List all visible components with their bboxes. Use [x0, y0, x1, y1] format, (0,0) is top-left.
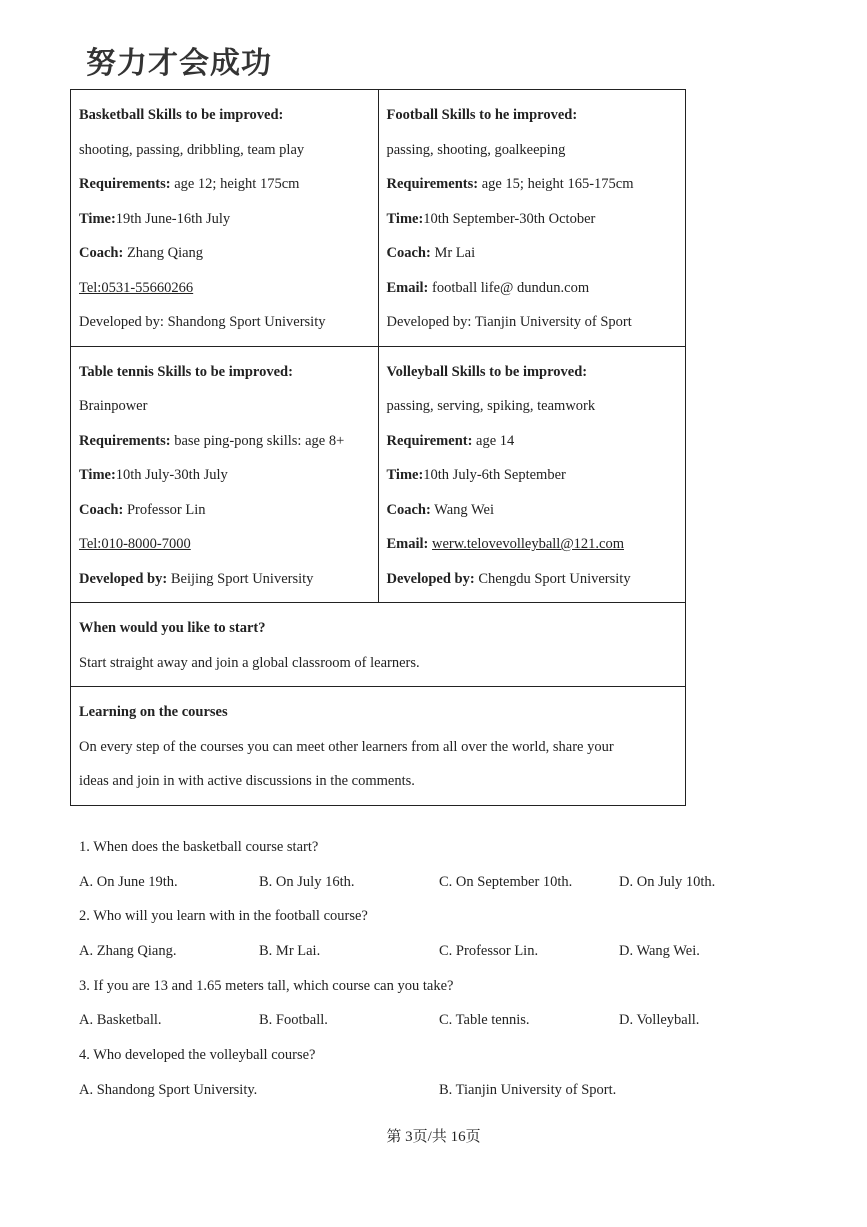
coach-label: Coach: — [386, 245, 431, 261]
course-title: Volleyball Skills to be improved: — [386, 363, 588, 380]
coach-label: Coach: — [79, 501, 124, 518]
course-table — [70, 89, 686, 806]
question-2-options — [79, 934, 779, 969]
start-section — [71, 603, 686, 687]
option-c: C. Professor Lin. — [439, 943, 539, 960]
developer-label: Developed by: — [79, 314, 164, 330]
time-label: Time: — [79, 467, 116, 483]
basketball-course-cell — [71, 90, 379, 347]
email-value: football life@ dundun.com — [428, 279, 590, 296]
email-label: Email: — [386, 536, 429, 552]
question-2: 2. Who will you learn with in the football course? — [79, 908, 368, 925]
table-tennis-course-cell — [71, 346, 379, 603]
course-title: Basketball Skills to be improved: — [79, 107, 284, 123]
requirements-label: Requirements: — [79, 176, 171, 192]
option-b: B. Mr Lai. — [259, 943, 321, 960]
time-label: Time: — [79, 210, 116, 227]
time-value: 10th September-30th October — [423, 210, 596, 227]
question-3: 3. If you are 13 and 1.65 meters tall, which course can you take? — [79, 977, 454, 994]
telephone-link[interactable]: Tel:010-8000-7000 — [79, 536, 191, 552]
course-skills: Brainpower — [79, 398, 148, 414]
option-a: A. Shandong Sport University. — [79, 1081, 258, 1098]
coach-label: Coach: — [79, 245, 124, 261]
coach-value: Zhang Qiang — [123, 245, 204, 261]
volleyball-course-cell — [378, 346, 686, 603]
requirements-value: age 12; height 175cm — [170, 176, 300, 192]
start-section-title: When would you like to start? — [79, 620, 266, 636]
developer-value: Shandong Sport University — [163, 314, 326, 330]
option-b: B. Tianjin University of Sport. — [439, 1081, 617, 1098]
option-c: C. On September 10th. — [439, 873, 573, 890]
course-title: Table tennis Skills to be improved: — [79, 363, 293, 380]
telephone-link[interactable]: Tel:0531-55660266 — [79, 279, 194, 296]
requirements-label: Requirements: — [386, 176, 479, 192]
developer-label: Developed by: — [386, 314, 472, 330]
page-header-slogan: 努力才会成功 — [86, 46, 272, 81]
learning-section — [71, 687, 686, 806]
question-3-options — [79, 1003, 779, 1038]
course-skills: passing, shooting, goalkeeping — [386, 141, 566, 158]
option-b: B. Football. — [259, 1012, 328, 1029]
requirements-value: age 14 — [472, 432, 515, 449]
option-d: D. On July 10th. — [619, 873, 716, 890]
requirements-value: age 15; height 165-175cm — [478, 176, 634, 192]
requirements-value: base ping-pong skills: age 8+ — [170, 432, 345, 449]
page-number: 第 3页/共 16页 — [386, 1129, 481, 1145]
question-4-options — [79, 1073, 779, 1108]
developer-label: Developed by: — [79, 570, 168, 587]
coach-value: Wang Wei — [430, 501, 494, 518]
time-label: Time: — [386, 210, 424, 227]
question-1: 1. When does the basketball course start? — [79, 839, 319, 855]
email-link[interactable]: werw.telovevolleyball@121.com — [432, 536, 625, 552]
coach-value: Mr Lai — [430, 245, 476, 261]
coach-value: Professor Lin — [123, 501, 206, 518]
course-title: Football Skills to he improved: — [386, 107, 578, 123]
coach-label: Coach: — [386, 501, 431, 518]
option-b: B. On July 16th. — [259, 873, 355, 890]
course-skills: shooting, passing, dribbling, team play — [79, 141, 305, 158]
football-course-cell — [378, 90, 686, 347]
time-value: 10th July-30th July — [115, 467, 228, 483]
email-label: Email: — [386, 279, 429, 296]
learning-section-text-line1: On every step of the courses you can meet other learners from all over the world, share your — [79, 738, 614, 755]
time-value: 19th June-16th July — [115, 210, 231, 227]
time-value: 10th July-6th September — [423, 467, 566, 483]
option-d: D. Wang Wei. — [619, 943, 700, 960]
option-a: A. On June 19th. — [79, 873, 178, 890]
requirements-label: Requirements: — [79, 432, 171, 449]
developer-value: Tianjin University of Sport — [471, 314, 632, 330]
option-a: A. Basketball. — [79, 1012, 162, 1029]
time-label: Time: — [386, 467, 424, 483]
start-section-text: Start straight away and join a global classroom of learners. — [79, 654, 420, 671]
developer-value: Chengdu Sport University — [474, 570, 631, 587]
question-1-options — [79, 865, 779, 900]
option-d: D. Volleyball. — [619, 1012, 700, 1029]
learning-section-title: Learning on the courses — [79, 704, 228, 720]
option-a: A. Zhang Qiang. — [79, 943, 177, 960]
questions-section — [79, 830, 779, 1108]
course-skills: passing, serving, spiking, teamwork — [386, 398, 596, 414]
learning-section-text-line2: ideas and join in with active discussions in the comments. — [79, 773, 415, 789]
developer-label: Developed by: — [386, 570, 475, 587]
requirements-label: Requirement: — [386, 432, 473, 449]
developer-value: Beijing Sport University — [167, 570, 314, 587]
question-4: 4. Who developed the volleyball course? — [79, 1047, 316, 1064]
option-c: C. Table tennis. — [439, 1012, 530, 1029]
